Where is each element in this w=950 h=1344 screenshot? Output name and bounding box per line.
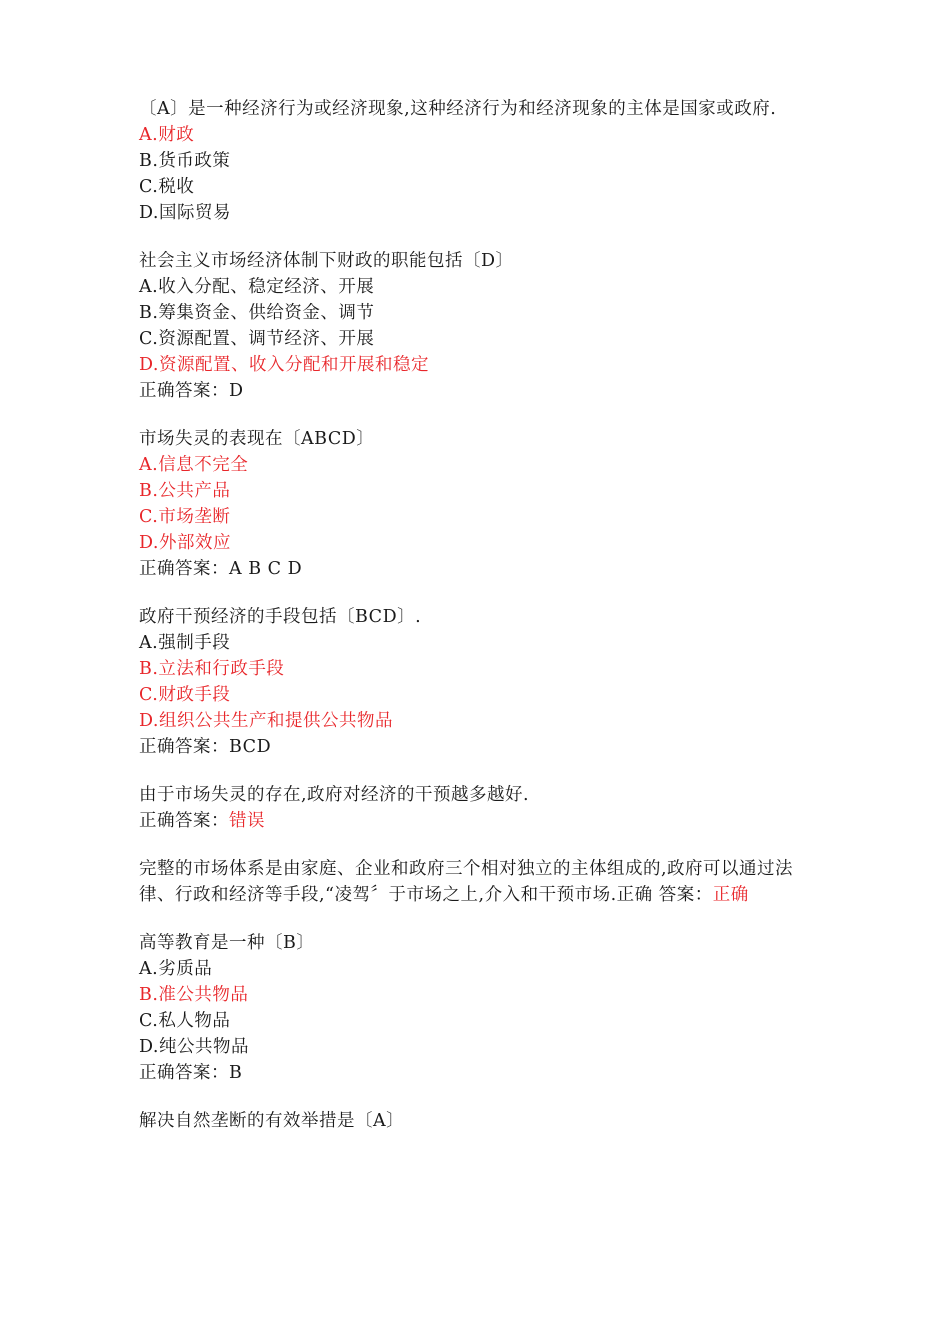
question-5 <box>139 782 810 834</box>
answer-value: 正确 <box>712 885 749 905</box>
question-7 <box>139 930 810 1086</box>
answer-line <box>139 808 810 834</box>
question-stem: 高等教育是一种〔B〕 <box>139 933 315 953</box>
answer-line <box>139 378 810 404</box>
option-d: D.纯公共物品 <box>139 1037 249 1057</box>
question-stem: 政府干预经济的手段包括〔BCD〕. <box>139 607 422 627</box>
option-c-correct: C.市场垄断 <box>139 507 231 527</box>
answer-line <box>139 556 810 582</box>
question-stem: 解决自然垄断的有效举措是〔A〕 <box>139 1111 405 1131</box>
answer-label: 正确答案： <box>139 737 229 757</box>
option-c: C.资源配置、调节经济、开展 <box>139 329 375 349</box>
option-d-correct: D.资源配置、收入分配和开展和稳定 <box>139 355 429 375</box>
option-d-correct: D.组织公共生产和提供公共物品 <box>139 711 393 731</box>
answer-value: D <box>229 381 244 401</box>
question-6 <box>139 856 810 908</box>
question-3 <box>139 426 810 582</box>
question-stem: 〔A〕是一种经济行为或经济现象,这种经济行为和经济现象的主体是国家或政府. <box>139 99 777 119</box>
option-b-correct: B.立法和行政手段 <box>139 659 285 679</box>
option-a: A.强制手段 <box>139 633 231 653</box>
option-d: D.国际贸易 <box>139 203 231 223</box>
option-d-correct: D.外部效应 <box>139 533 231 553</box>
answer-line <box>139 734 810 760</box>
answer-value: B <box>229 1063 243 1083</box>
option-a: A.劣质品 <box>139 959 213 979</box>
option-a-correct: A.信息不完全 <box>139 455 249 475</box>
question-stem-with-answer <box>139 856 811 908</box>
option-b: B.货币政策 <box>139 151 231 171</box>
answer-label: 正确答案： <box>139 811 229 831</box>
option-b-correct: B.公共产品 <box>139 481 231 501</box>
option-c-correct: C.财政手段 <box>139 685 231 705</box>
question-stem: 由于市场失灵的存在,政府对经济的干预越多越好. <box>139 785 530 805</box>
question-stem: 市场失灵的表现在〔ABCD〕 <box>139 429 375 449</box>
answer-label: 正确答案： <box>139 559 229 579</box>
question-1 <box>139 96 810 226</box>
answer-label: 正确答案： <box>139 1063 229 1083</box>
answer-value: A B C D <box>229 559 303 579</box>
option-c: C.私人物品 <box>139 1011 231 1031</box>
answer-line <box>139 1060 810 1086</box>
option-a: A.收入分配、稳定经济、开展 <box>139 277 375 297</box>
question-stem: 社会主义市场经济体制下财政的职能包括〔D〕 <box>139 251 514 271</box>
answer-value: BCD <box>229 737 272 757</box>
option-b-correct: B.准公共物品 <box>139 985 249 1005</box>
question-8 <box>139 1108 810 1134</box>
option-a-correct: A.财政 <box>139 125 195 145</box>
answer-label: 正确答案： <box>139 381 229 401</box>
option-b: B.筹集资金、供给资金、调节 <box>139 303 375 323</box>
option-c: C.税收 <box>139 177 195 197</box>
question-4 <box>139 604 810 760</box>
answer-value: 错误 <box>229 811 265 831</box>
question-stem: 完整的市场体系是由家庭、企业和政府三个相对独立的主体组成的,政府可以通过法律、行政和经济等手段,“凌驾〞于市场之上,介入和干预市场.正确 答案： <box>139 859 794 905</box>
question-2 <box>139 248 810 404</box>
